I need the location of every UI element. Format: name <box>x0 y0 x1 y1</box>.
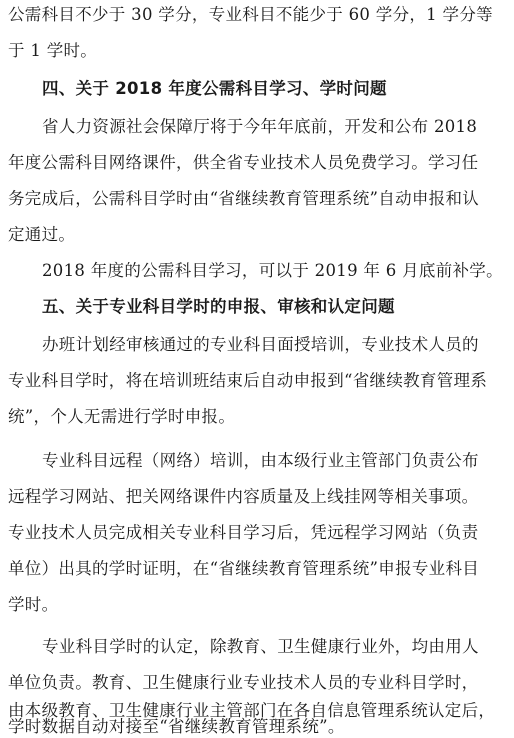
text-line: 专业科目学时，将在培训班结束后自动申报到“省继续教育管理系 <box>8 371 488 390</box>
text-line: 学时数据自动对接至“省继续教育管理系统”。 <box>8 717 345 736</box>
text-line: 年度公需科目网络课件，供全省专业技术人员免费学习。学习任 <box>8 153 479 172</box>
text-line: 定通过。 <box>8 225 76 244</box>
text-line: 统”，个人无需进行学时申报。 <box>8 407 236 426</box>
text-line: 2018 年度的公需科目学习，可以于 2019 年 6 月底前补学。 <box>42 261 503 280</box>
text-line: 于 1 学时。 <box>8 41 98 60</box>
text-line: 单位）出具的学时证明，在“省继续教育管理系统”申报专业科目 <box>8 559 480 578</box>
text-line: 由本级教育、卫生健康行业主管部门在各自信息管理系统认定后， <box>8 701 496 720</box>
text-line: 远程学习网站、把关网络课件内容质量及上线挂网等相关事项。 <box>8 487 479 506</box>
text-line: 专业科目学时的认定，除教育、卫生健康行业外，均由用人 <box>42 637 479 656</box>
text-line: 务完成后，公需科目学时由“省继续教育管理系统”自动申报和认 <box>8 189 480 208</box>
text-line: 单位负责。教育、卫生健康行业专业技术人员的专业科目学时， <box>8 673 479 692</box>
section-heading-4: 四、关于 2018 年度公需科目学习、学时问题 <box>42 79 387 98</box>
section-heading-5: 五、关于专业科目学时的申报、审核和认定问题 <box>42 297 395 316</box>
text-line: 专业科目远程（网络）培训，由本级行业主管部门负责公布 <box>42 451 479 470</box>
text-line: 学时。 <box>8 595 59 614</box>
text-line: 公需科目不少于 30 学分，专业科目不能少于 60 学分，1 学分等 <box>8 5 493 24</box>
text-line: 办班计划经审核通过的专业科目面授培训，专业技术人员的 <box>42 335 479 354</box>
text-line: 专业技术人员完成相关专业科目学习后，凭远程学习网站（负责 <box>8 523 479 542</box>
text-line: 省人力资源社会保障厅将于今年年底前，开发和公布 2018 <box>42 117 478 136</box>
